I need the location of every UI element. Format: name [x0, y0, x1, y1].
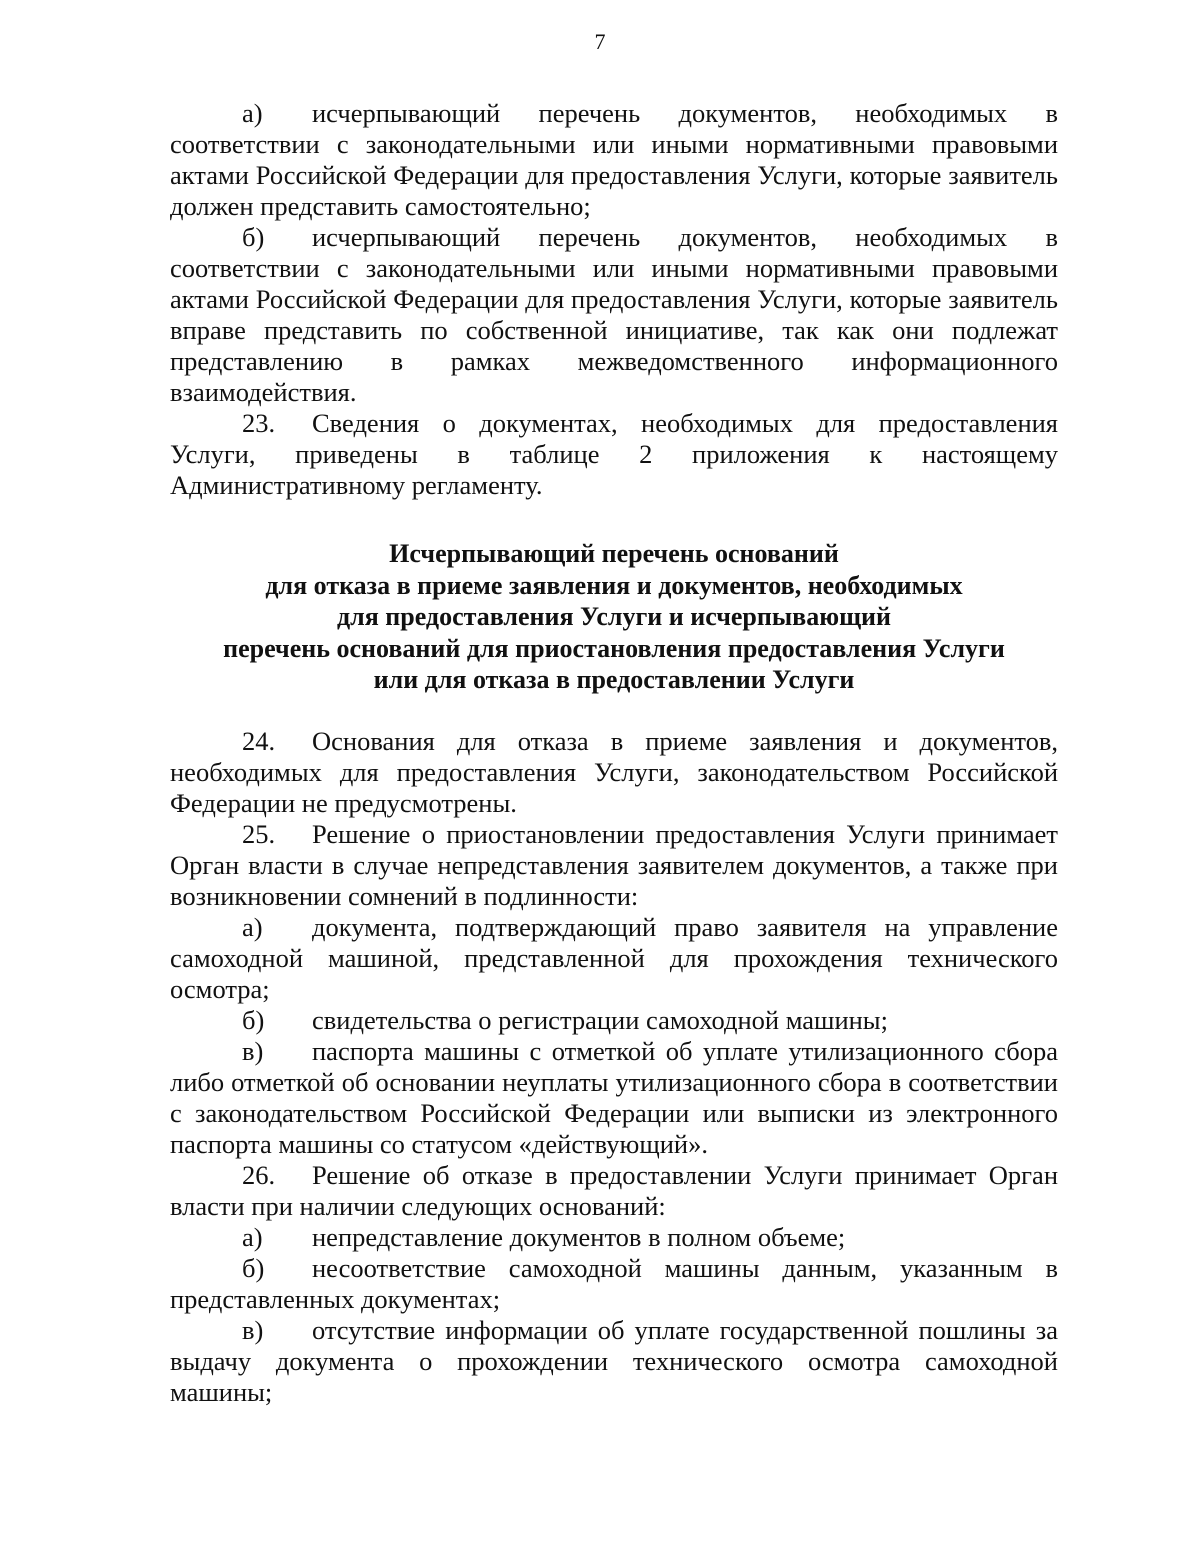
paragraph-text: отсутствие информации об уплате государственной пошлины за выдачу документа о прохождении технического осмотра самоходной машины; [170, 1315, 1058, 1407]
paragraph-26 [170, 1160, 1058, 1222]
paragraph-26c [170, 1315, 1058, 1408]
paragraph-25a [170, 912, 1058, 1005]
text-block-bottom [170, 726, 1058, 1408]
heading-line: для отказа в приеме заявления и документов, необходимых [265, 570, 963, 600]
paragraph-text: Решение об отказе в предоставлении Услуги принимает Орган власти при наличии следующих оснований: [170, 1160, 1058, 1221]
paragraph-text: документа, подтверждающий право заявителя на управление самоходной машиной, представленной для прохождения технического осмотра; [170, 912, 1058, 1004]
heading-line: для предоставления Услуги и исчерпывающий [336, 602, 891, 631]
paragraph-text: исчерпывающий перечень документов, необходимых в соответствии с законодательными или иными нормативными правовыми актами Российской Федерации для предоставления Услуги, которые заявитель вправе представить по собственной инициативе, так как они подлежат представлению в рамках межведомственного информационного взаимодействия. [170, 222, 1058, 407]
heading-line: перечень оснований для приостановления предоставления Услуги [223, 633, 1005, 663]
paragraph-25 [170, 819, 1058, 912]
paragraph-marker: б) [242, 1253, 265, 1283]
page-number: 7 [594, 29, 606, 54]
paragraph-text: непредставление документов в полном объеме; [312, 1222, 846, 1252]
paragraph-marker: 23. [242, 408, 276, 438]
paragraph-text: Сведения о документах, необходимых для предоставления Услуги, приведены в таблице 2 приложения к настоящему Административному регламенту. [170, 408, 1058, 500]
paragraph-marker: 24. [242, 726, 276, 756]
paragraph-text: несоответствие самоходной машины данным, указанным в представленных документах; [170, 1253, 1058, 1314]
paragraph-22a [170, 98, 1058, 222]
paragraph-text: паспорта машины с отметкой об уплате утилизационного сбора либо отметкой об основании неуплаты утилизационного сбора в соответствии с законодательством Российской Федерации или выписки из электронного паспорта машины со статусом «действующий». [170, 1036, 1058, 1159]
heading-line: или для отказа в предоставлении Услуги [373, 665, 855, 694]
paragraph-marker: б) [242, 1005, 265, 1035]
paragraph-22b [170, 222, 1058, 408]
paragraph-23 [170, 408, 1058, 501]
paragraph-text: Основания для отказа в приеме заявления и документов, необходимых для предоставления Услуги, законодательством Российской Федерации не предусмотрены. [170, 726, 1058, 818]
paragraph-marker: а) [242, 1222, 263, 1252]
paragraph-24 [170, 726, 1058, 819]
text-block-top [170, 98, 1058, 501]
paragraph-text: исчерпывающий перечень документов, необходимых в соответствии с законодательными или иными нормативными правовыми актами Российской Федерации для предоставления Услуги, которые заявитель должен представить самостоятельно; [170, 98, 1058, 221]
paragraph-marker: а) [242, 912, 263, 942]
paragraph-26a [170, 1222, 1058, 1253]
paragraph-marker: б) [242, 222, 265, 252]
paragraph-marker: а) [242, 98, 263, 128]
paragraph-marker: 26. [242, 1160, 276, 1190]
heading-line: Исчерпывающий перечень оснований [389, 539, 839, 568]
paragraph-26b [170, 1253, 1058, 1315]
paragraph-text: свидетельства о регистрации самоходной машины; [312, 1005, 888, 1035]
section-heading [170, 538, 1058, 696]
paragraph-25c [170, 1036, 1058, 1160]
paragraph-25b [170, 1005, 1058, 1036]
paragraph-marker: в) [242, 1036, 264, 1066]
paragraph-marker: в) [242, 1315, 264, 1345]
paragraph-marker: 25. [242, 819, 276, 849]
paragraph-text: Решение о приостановлении предоставления Услуги принимает Орган власти в случае непредставления заявителем документов, а также при возникновении сомнений в подлинности: [170, 819, 1058, 911]
